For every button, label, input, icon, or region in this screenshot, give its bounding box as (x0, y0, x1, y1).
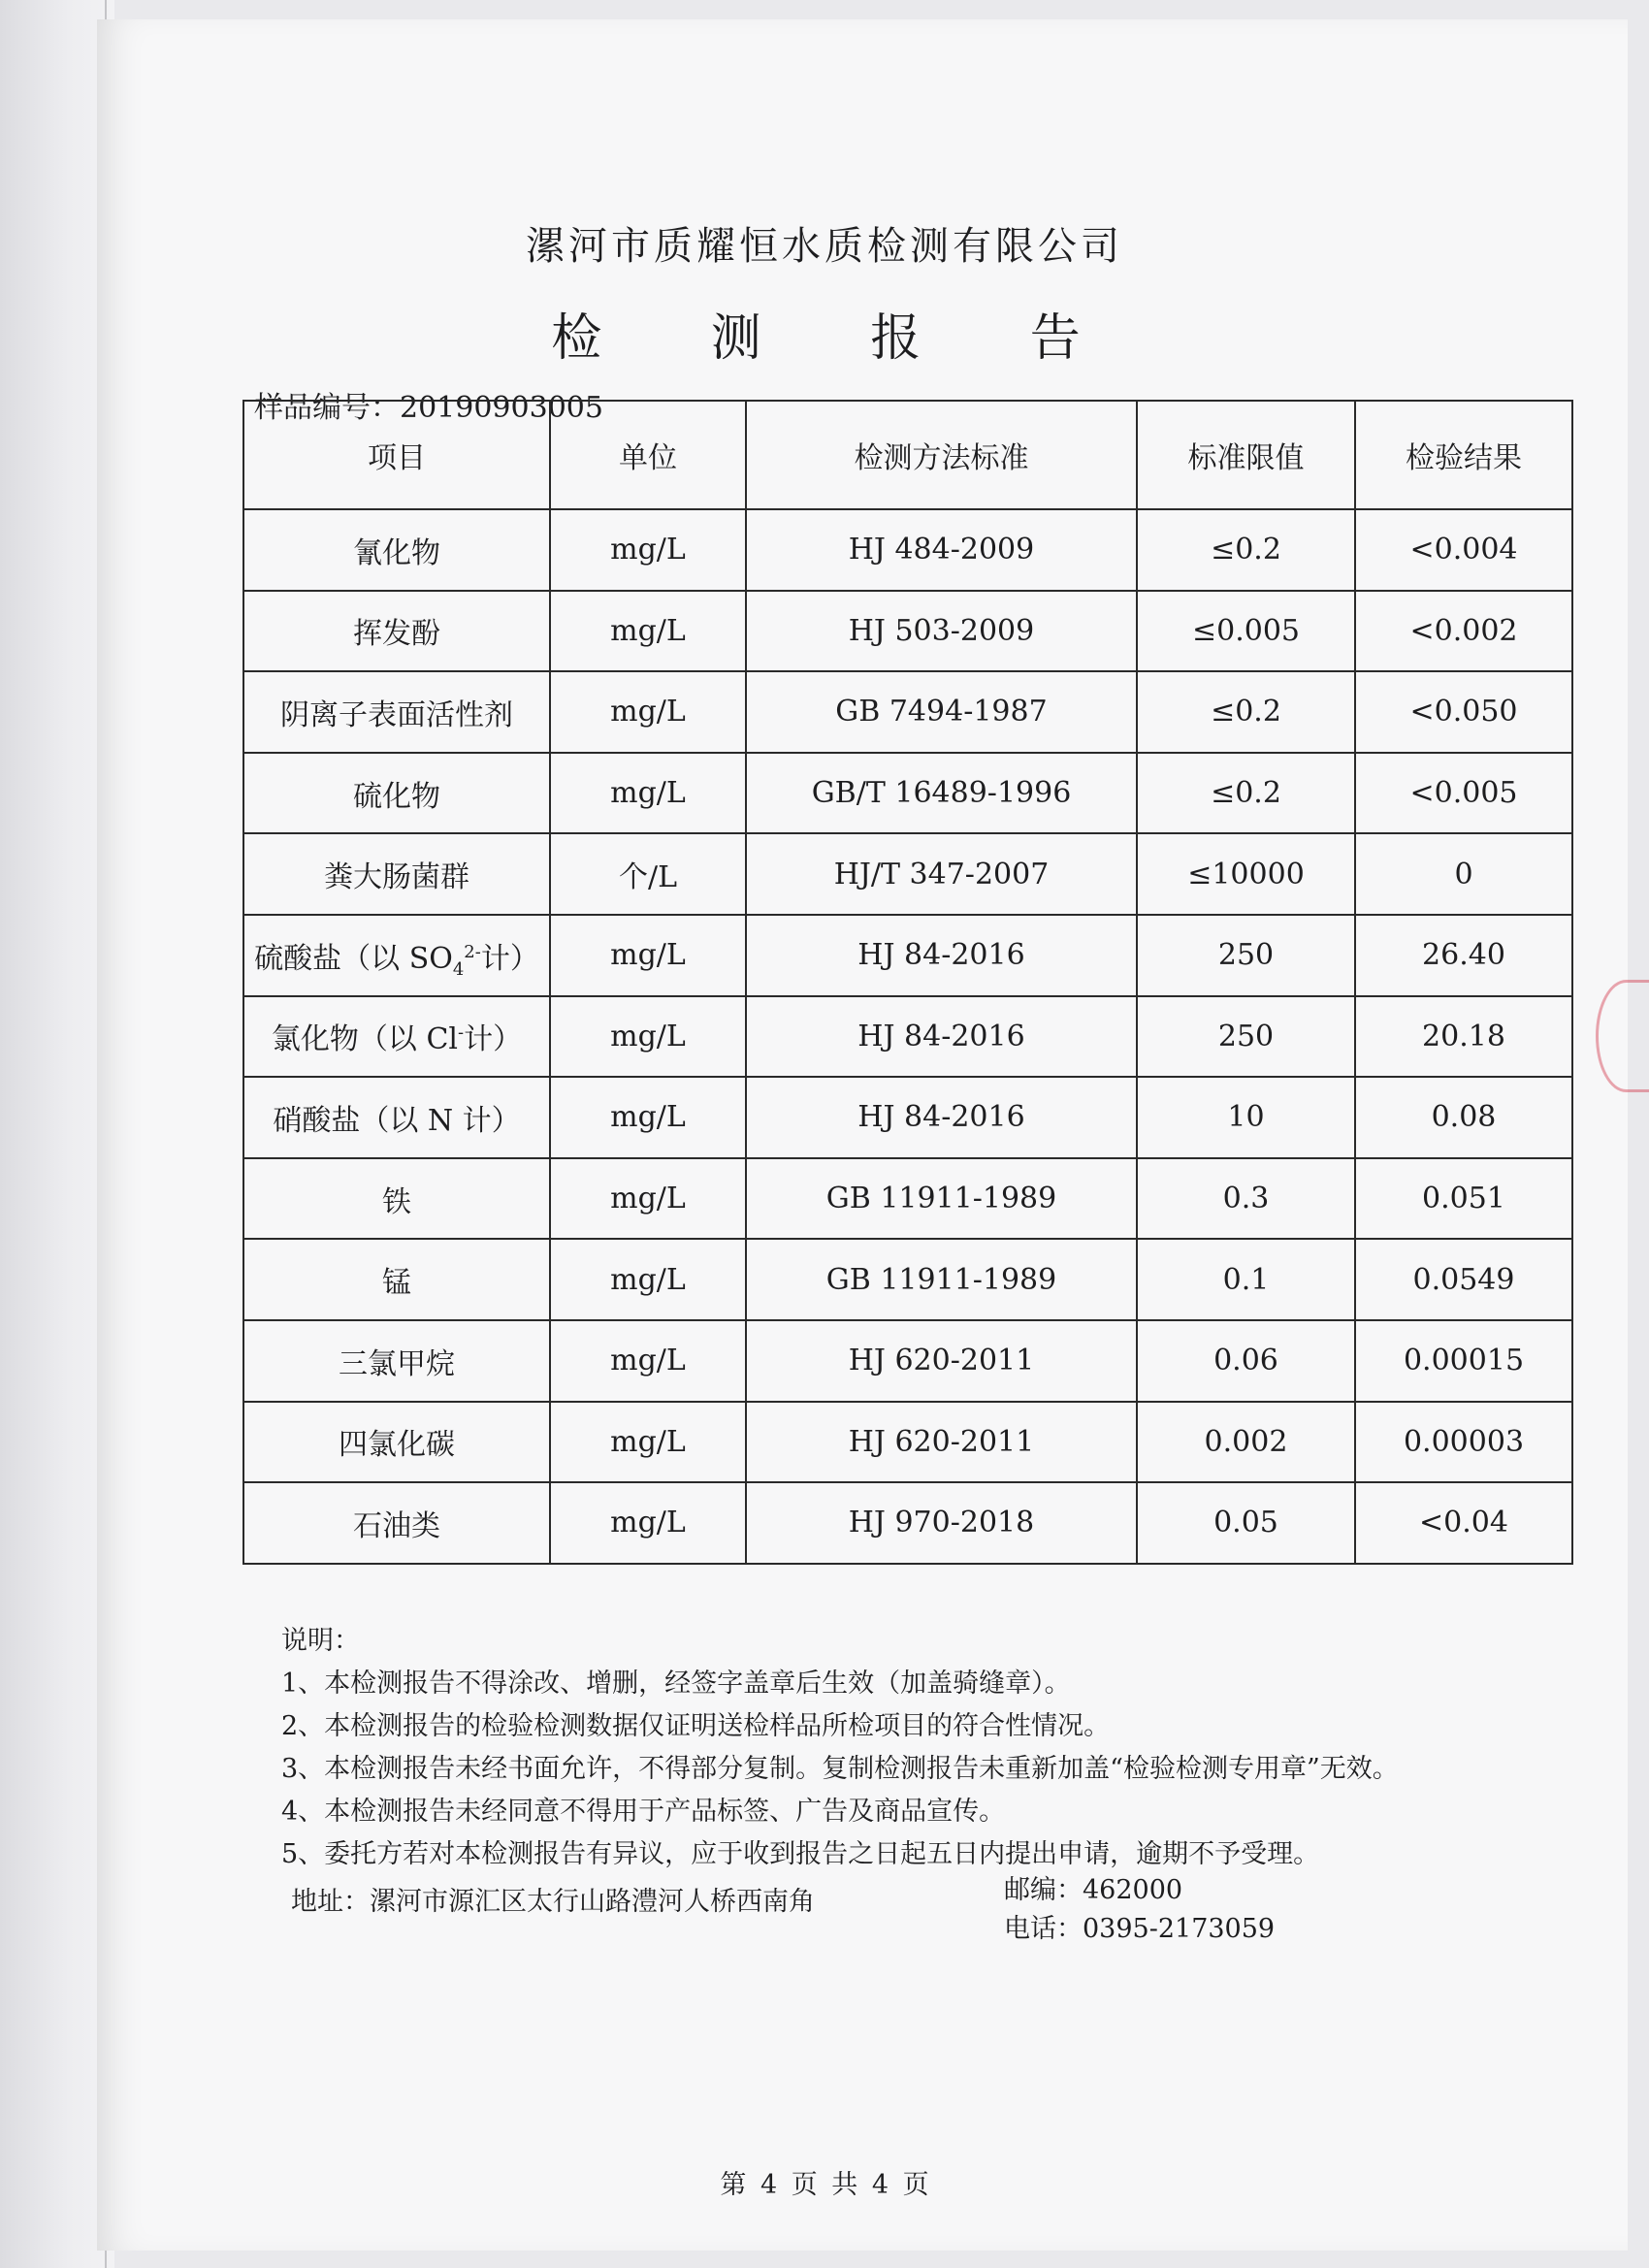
cell-method: HJ 620-2011 (746, 1402, 1137, 1483)
cell-limit: 0.1 (1137, 1239, 1355, 1320)
phone: 电话：0395-2173059 (1004, 1914, 1276, 1944)
cell-limit: ≤0.2 (1137, 509, 1355, 591)
table-row (243, 1077, 1572, 1158)
cell-method: GB 11911-1989 (746, 1239, 1137, 1320)
page-number: 第 4 页 共 4 页 (720, 2170, 929, 2200)
cell-unit: mg/L (550, 1402, 746, 1483)
table-row (243, 509, 1572, 591)
item-subscript: 4 (452, 958, 465, 980)
cell-item: 锰 (243, 1239, 550, 1320)
stamp-seal-fragment (1596, 980, 1649, 1092)
item-suffix: 计） (464, 1022, 523, 1057)
postcode: 邮编：462000 (1004, 1875, 1183, 1905)
cell-item (243, 996, 550, 1078)
cell-item: 铁 (243, 1158, 550, 1240)
cell-result: 0.0549 (1355, 1239, 1572, 1320)
cell-limit: 0.002 (1137, 1402, 1355, 1483)
column-header-limit: 标准限值 (1137, 401, 1355, 509)
note-item: 2、本检测报告的检验检测数据仅证明送检样品所检项目的符合性情况。 (281, 1711, 1111, 1741)
cell-unit: mg/L (550, 753, 746, 834)
cell-result: 0.00003 (1355, 1402, 1572, 1483)
results-table (242, 400, 1573, 1565)
cell-unit: mg/L (550, 1158, 746, 1240)
table-row (243, 996, 1572, 1078)
cell-method: GB/T 16489-1996 (746, 753, 1137, 834)
cell-result: 26.40 (1355, 915, 1572, 996)
cell-limit: ≤0.2 (1137, 671, 1355, 753)
cell-item: 阴离子表面活性剂 (243, 671, 550, 753)
cell-unit: mg/L (550, 1239, 746, 1320)
note-item: 3、本检测报告未经书面允许，不得部分复制。复制检测报告未重新加盖“检验检测专用章”无效。 (281, 1754, 1399, 1784)
cell-method: HJ 84-2016 (746, 915, 1137, 996)
cell-method: HJ 484-2009 (746, 509, 1137, 591)
cell-result: 20.18 (1355, 996, 1572, 1078)
cell-limit: ≤0.005 (1137, 591, 1355, 672)
cell-limit: 0.06 (1137, 1320, 1355, 1402)
cell-unit: mg/L (550, 509, 746, 591)
cell-item: 挥发酚 (243, 591, 550, 672)
sample-number: 样品编号：20190903005 (254, 391, 603, 425)
cell-item: 四氯化碳 (243, 1402, 550, 1483)
cell-result: <0.002 (1355, 591, 1572, 672)
cell-result: <0.050 (1355, 671, 1572, 753)
cell-method: HJ 970-2018 (746, 1482, 1137, 1564)
cell-item: 三氯甲烷 (243, 1320, 550, 1402)
cell-result: 0 (1355, 833, 1572, 915)
cell-item: 石油类 (243, 1482, 550, 1564)
table-row (243, 753, 1572, 834)
cell-limit: 250 (1137, 996, 1355, 1078)
cell-result: <0.004 (1355, 509, 1572, 591)
item-superscript: - (458, 1022, 465, 1044)
company-name: 漯河市质耀恒水质检测有限公司 (526, 224, 1123, 269)
column-header-result: 检验结果 (1355, 401, 1572, 509)
cell-item (243, 915, 550, 996)
report-title: 检 测 报 告 (551, 309, 1127, 368)
item-superscript: 2- (464, 941, 481, 962)
item-prefix: 硫酸盐（以 SO (254, 941, 453, 976)
table-row (243, 915, 1572, 996)
cell-unit: mg/L (550, 671, 746, 753)
cell-limit: 0.05 (1137, 1482, 1355, 1564)
table-header-row (243, 401, 1572, 509)
cell-unit: mg/L (550, 996, 746, 1078)
note-item: 4、本检测报告未经同意不得用于产品标签、广告及商品宣传。 (281, 1797, 1006, 1827)
column-header-method: 检测方法标准 (746, 401, 1137, 509)
cell-item: 硝酸盐（以 N 计） (243, 1077, 550, 1158)
cell-method: HJ/T 347-2007 (746, 833, 1137, 915)
cell-item: 硫化物 (243, 753, 550, 834)
cell-limit: 0.3 (1137, 1158, 1355, 1240)
cell-limit: 10 (1137, 1077, 1355, 1158)
cell-result: <0.005 (1355, 753, 1572, 834)
cell-method: HJ 84-2016 (746, 1077, 1137, 1158)
cell-unit: mg/L (550, 591, 746, 672)
cell-unit: mg/L (550, 1077, 746, 1158)
cell-result: 0.08 (1355, 1077, 1572, 1158)
table-row (243, 1158, 1572, 1240)
table-row (243, 1239, 1572, 1320)
cell-limit: 250 (1137, 915, 1355, 996)
notes-section (281, 1620, 1542, 1876)
cell-limit: ≤10000 (1137, 833, 1355, 915)
table-row (243, 591, 1572, 672)
item-prefix: 氯化物（以 Cl (271, 1022, 458, 1057)
cell-unit: 个/L (550, 833, 746, 915)
column-header-unit: 单位 (550, 401, 746, 509)
cell-limit: ≤0.2 (1137, 753, 1355, 834)
table-row (243, 1482, 1572, 1564)
column-header-item: 项目 (243, 401, 550, 509)
cell-method: HJ 503-2009 (746, 591, 1137, 672)
cell-method: GB 11911-1989 (746, 1158, 1137, 1240)
cell-item: 粪大肠菌群 (243, 833, 550, 915)
table-row (243, 1402, 1572, 1483)
cell-result: 0.051 (1355, 1158, 1572, 1240)
item-suffix: 计） (480, 941, 539, 976)
note-item: 5、委托方若对本检测报告有异议，应于收到报告之日起五日内提出申请，逾期不予受理。 (281, 1839, 1320, 1869)
address: 地址：漯河市源汇区太行山路澧河人桥西南角 (291, 1887, 815, 1917)
cell-result: <0.04 (1355, 1482, 1572, 1564)
cell-unit: mg/L (550, 915, 746, 996)
table-row (243, 833, 1572, 915)
notes-heading: 说明： (281, 1626, 360, 1656)
cell-method: HJ 620-2011 (746, 1320, 1137, 1402)
table-row (243, 671, 1572, 753)
cell-unit: mg/L (550, 1482, 746, 1564)
note-item: 1、本检测报告不得涂改、增删，经签字盖章后生效（加盖骑缝章）。 (281, 1669, 1071, 1699)
cell-method: HJ 84-2016 (746, 996, 1137, 1078)
cell-item: 氰化物 (243, 509, 550, 591)
cell-method: GB 7494-1987 (746, 671, 1137, 753)
cell-result: 0.00015 (1355, 1320, 1572, 1402)
cell-unit: mg/L (550, 1320, 746, 1402)
table-row (243, 1320, 1572, 1402)
